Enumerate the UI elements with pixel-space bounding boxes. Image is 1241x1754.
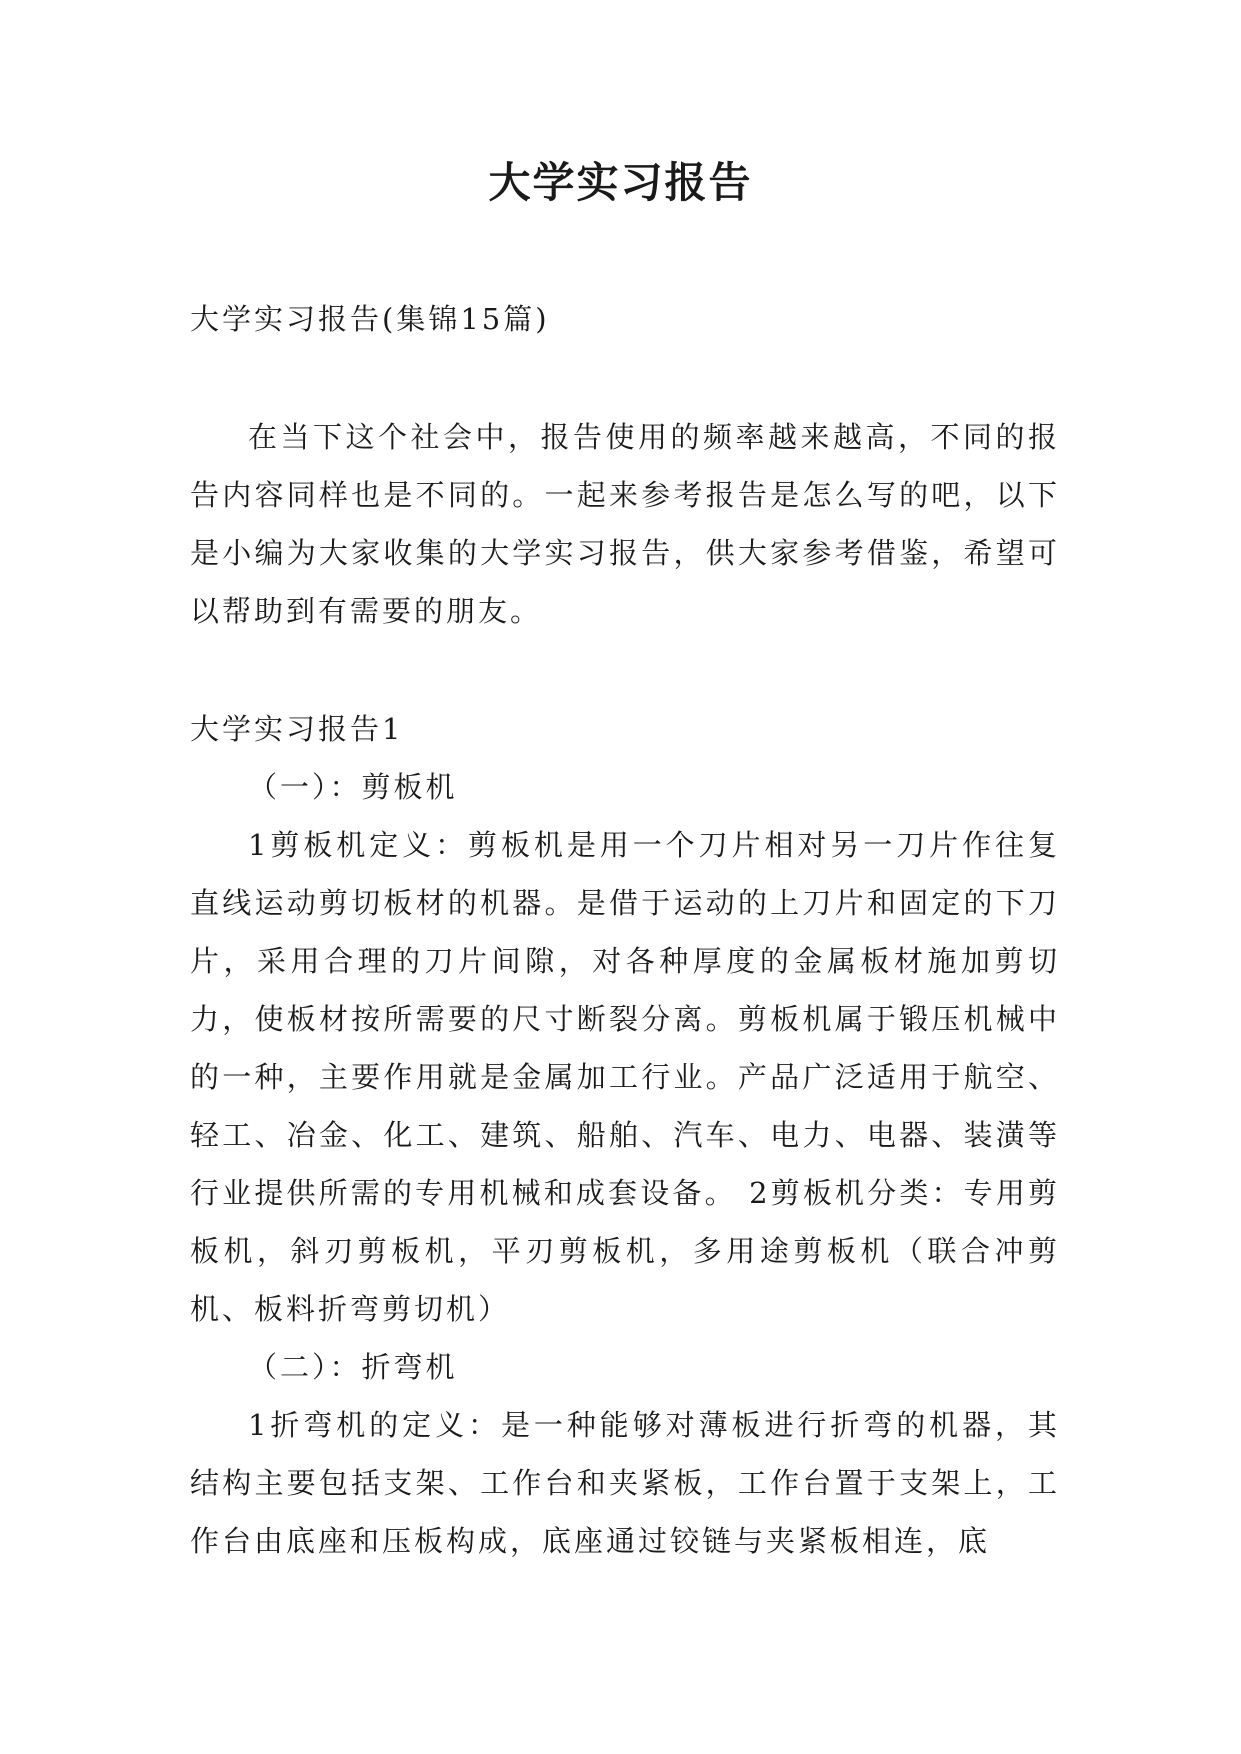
shear-paragraph: 1剪板机定义：剪板机是用一个刀片相对另一刀片作往复直线运动剪切板材的机器。是借于运动的上刀片和固定的下刀片，采用合理的刀片间隙，对各种厚度的金属板材施加剪切力，使板材按所需要的尺寸断裂分离。剪板机属于锻压机械中的一种，主要作用就是金属加工行业。产品广泛适用于航空、轻工、冶金、化工、建筑、船舶、汽车、电力、电器、装潢等行业提供所需的专用机械和成套设备。 2剪板机分类：专用剪板机，斜刃剪板机，平刃剪板机，多用途剪板机（联合冲剪机、板料折弯剪切机） (190, 828, 1060, 1326)
document-title: 大学实习报告 (488, 158, 753, 207)
section-heading: 大学实习报告1 (190, 712, 404, 746)
subsection-heading-bender: （二）：折弯机 (248, 1350, 458, 1384)
subsection-heading-shear: （一）：剪板机 (248, 770, 458, 804)
bender-paragraph: 1折弯机的定义：是一种能够对薄板进行折弯的机器，其结构主要包括支架、工作台和夹紧板，工作台置于支架上，工作台由底座和压板构成，底座通过铰链与夹紧板相连，底 (190, 1408, 1060, 1558)
document-subtitle: 大学实习报告(集锦15篇) (190, 302, 550, 336)
document-body (190, 290, 1060, 1570)
intro-paragraph: 在当下这个社会中，报告使用的频率越来越高，不同的报告内容同样也是不同的。一起来参考报告是怎么写的吧，以下是小编为大家收集的大学实习报告，供大家参考借鉴，希望可以帮助到有需要的朋友。 (190, 420, 1060, 628)
